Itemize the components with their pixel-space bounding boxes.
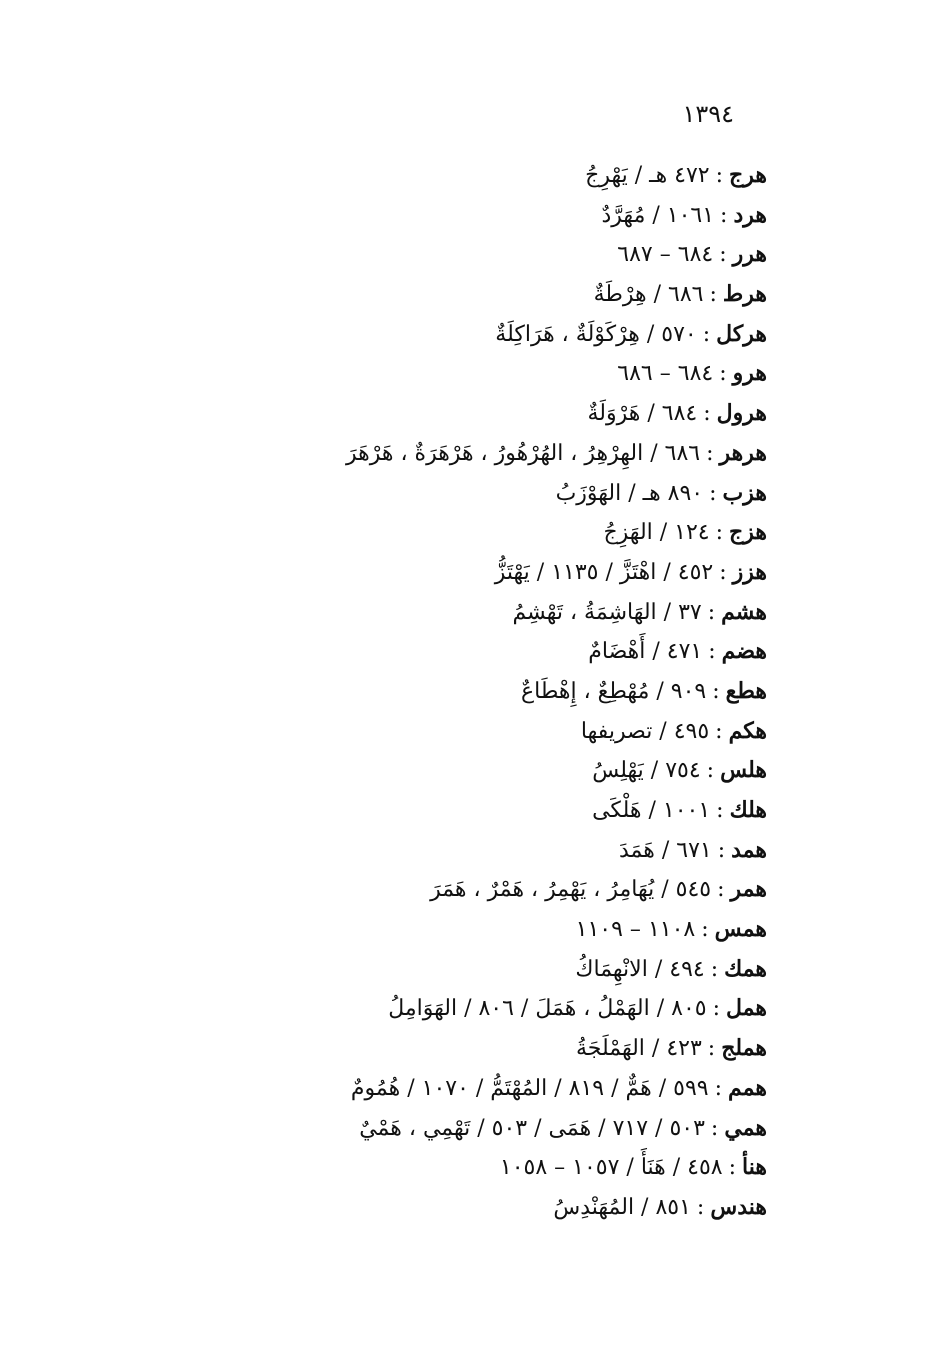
entry-references: ٩٠٩ / مُهْطِعٌ ، إِهْطَاعٌ — [521, 678, 707, 704]
entry-separator: : — [716, 798, 724, 823]
entry-separator: : — [720, 202, 728, 228]
page-number: ١٣٩٤ — [682, 100, 734, 128]
entry-separator: : — [701, 917, 709, 943]
entry-references: ٨٥١ / المُهَنْدِسُ — [553, 1194, 691, 1220]
index-entry — [167, 831, 767, 871]
entry-separator: : — [710, 1115, 719, 1141]
entry-separator: : — [715, 520, 724, 546]
index-entry — [167, 1188, 767, 1228]
entry-root: هلس — [720, 757, 767, 784]
entry-references: ٤٢٣ / الهَمْلَجَةُ — [575, 1036, 702, 1062]
entry-root: هرر — [732, 241, 767, 268]
index-entry — [167, 354, 767, 394]
entry-references: ١٠٠١ / هَلْكَى — [592, 798, 711, 823]
index-entry — [167, 235, 767, 275]
index-entry — [167, 156, 767, 196]
entry-separator: : — [709, 480, 717, 506]
entry-root: هرط — [722, 281, 767, 308]
entry-references: ٥٧٠ / هِرْكَوْلَةٌ ، هَرَاكِلَةٌ — [495, 321, 697, 347]
index-entry — [167, 513, 767, 553]
entry-separator: : — [703, 401, 711, 427]
index-entry — [167, 791, 767, 831]
entry-separator: : — [728, 1155, 737, 1181]
entry-root: همر — [730, 876, 767, 903]
entry-root: هرهر — [719, 439, 767, 466]
entry-separator: : — [707, 1036, 716, 1062]
entry-root: هشم — [721, 598, 767, 625]
entry-root: هلك — [729, 797, 767, 823]
index-entry — [167, 870, 767, 910]
entry-references: ٧٥٤ / يَهْلِسُ — [592, 758, 701, 784]
index-entry — [167, 315, 767, 355]
index-entries — [167, 156, 767, 1228]
entry-references: ١٢٤ / الهَزِجُ — [603, 520, 710, 546]
entry-root: همس — [714, 916, 767, 943]
entry-root: همم — [728, 1074, 767, 1101]
entry-separator: : — [712, 996, 721, 1022]
entry-root: هملج — [721, 1035, 767, 1062]
entry-root: هرد — [733, 201, 767, 228]
entry-references: ٥٩٩ / هَمٌّ / ٨١٩ / المُهْتَمُّ / ١٠٧٠ / هُمُومٌ — [350, 1075, 709, 1101]
index-entry — [167, 1069, 767, 1109]
entry-references: ١١٠٨ – ١١٠٩ — [575, 917, 696, 943]
entry-separator: : — [719, 242, 727, 268]
index-entry — [167, 434, 767, 474]
entry-separator: : — [710, 956, 719, 982]
entry-root: هطع — [725, 677, 767, 704]
index-entry — [167, 950, 767, 990]
entry-root: هزب — [722, 479, 767, 506]
entry-root: همي — [724, 1114, 767, 1141]
index-entry — [167, 593, 767, 633]
entry-separator: : — [707, 599, 716, 625]
entry-references: ٤٩٤ / الانْهِمَاكُ — [575, 956, 705, 982]
entry-separator: : — [714, 1075, 723, 1101]
index-entry — [167, 394, 767, 434]
entry-references: ١٠٦١ / مُهَرَّدٌ — [601, 202, 715, 228]
entry-references: ٤٧١ / أَهْضَامٌ — [588, 639, 703, 665]
entry-root: همك — [724, 955, 767, 982]
entry-separator: : — [719, 559, 727, 585]
entry-references: ٦٨٤ – ٦٨٧ — [617, 242, 714, 268]
entry-references: ٦٧١ / هَمَدَ — [618, 837, 712, 863]
entry-separator: : — [717, 837, 726, 863]
entry-references: ٤٩٥ / تصريفها — [580, 718, 710, 744]
index-entry — [167, 1029, 767, 1069]
entry-separator: : — [708, 639, 716, 665]
entry-references: ٨٩٠ هـ / الهَوْزَبُ — [555, 480, 704, 506]
entry-root: همل — [726, 995, 767, 1022]
entry-separator: : — [712, 678, 720, 704]
entry-separator: : — [706, 440, 714, 466]
entry-references: ٤٥٢ / اهْتَزَّ / ١١٣٥ / يَهْتَزُّ — [494, 559, 714, 585]
entry-root: هنأ — [742, 1154, 767, 1181]
entry-references: ٦٨٤ – ٦٨٦ — [617, 361, 714, 387]
entry-root: هندس — [710, 1193, 767, 1220]
entry-references: ٦٨٤ / هَرْوَلَةٌ — [587, 401, 698, 427]
entry-root: هركل — [716, 320, 767, 347]
entry-separator: : — [709, 282, 717, 308]
entry-separator: : — [706, 758, 715, 784]
index-entry — [167, 672, 767, 712]
entry-separator: : — [696, 1194, 705, 1220]
index-entry — [167, 989, 767, 1029]
entry-root: هرو — [732, 360, 767, 387]
entry-references: ٥٤٥ / يُهَامِرُ ، يَهْمِرُ ، هَمْرٌ ، هَمَرَ — [430, 877, 712, 903]
entry-root: همد — [731, 836, 767, 863]
entry-separator: : — [715, 718, 723, 744]
index-entry — [167, 553, 767, 593]
index-entry — [167, 275, 767, 315]
entry-references: ٨٠٥ / الهَمْلُ ، هَمَلَ / ٨٠٦ / الهَوَامِلُ — [388, 996, 707, 1022]
entry-separator: : — [715, 163, 724, 188]
index-entry — [167, 632, 767, 672]
entry-root: هزج — [729, 519, 767, 546]
index-entry — [167, 474, 767, 514]
entry-root: هزز — [732, 558, 767, 585]
entry-references: ٣٧ / الهَاشِمَةُ ، تَهْشِمُ — [512, 599, 702, 625]
index-entry — [167, 751, 767, 791]
entry-references: ٤٧٢ هـ / يَهْرِجُ — [585, 163, 710, 188]
entry-references: ٥٠٣ / ٧١٧ / هَمَى / ٥٠٣ / تَهْمِي ، هَمْيٌ — [359, 1115, 705, 1141]
entry-root: هضم — [721, 638, 767, 665]
entry-root: هرول — [716, 400, 767, 427]
index-entry — [167, 196, 767, 236]
index-entry — [167, 1148, 767, 1188]
entry-references: ٤٥٨ / هَنَأَ / ١٠٥٧ – ١٠٥٨ — [499, 1155, 723, 1181]
entry-separator: : — [719, 361, 727, 387]
entry-separator: : — [717, 877, 725, 903]
entry-references: ٦٨٦ / الهِرْهِرُ ، الهُرْهُورُ ، هَرْهَرَةٌ ، هَرْهَرَ — [345, 440, 701, 466]
entry-references: ٦٨٦ / هِرْطَةٌ — [593, 282, 704, 308]
entry-separator: : — [702, 321, 711, 347]
index-entry — [167, 1109, 767, 1149]
index-entry — [167, 910, 767, 950]
entry-root: هكم — [728, 717, 767, 744]
index-entry — [167, 712, 767, 752]
entry-root: هرج — [729, 162, 767, 188]
